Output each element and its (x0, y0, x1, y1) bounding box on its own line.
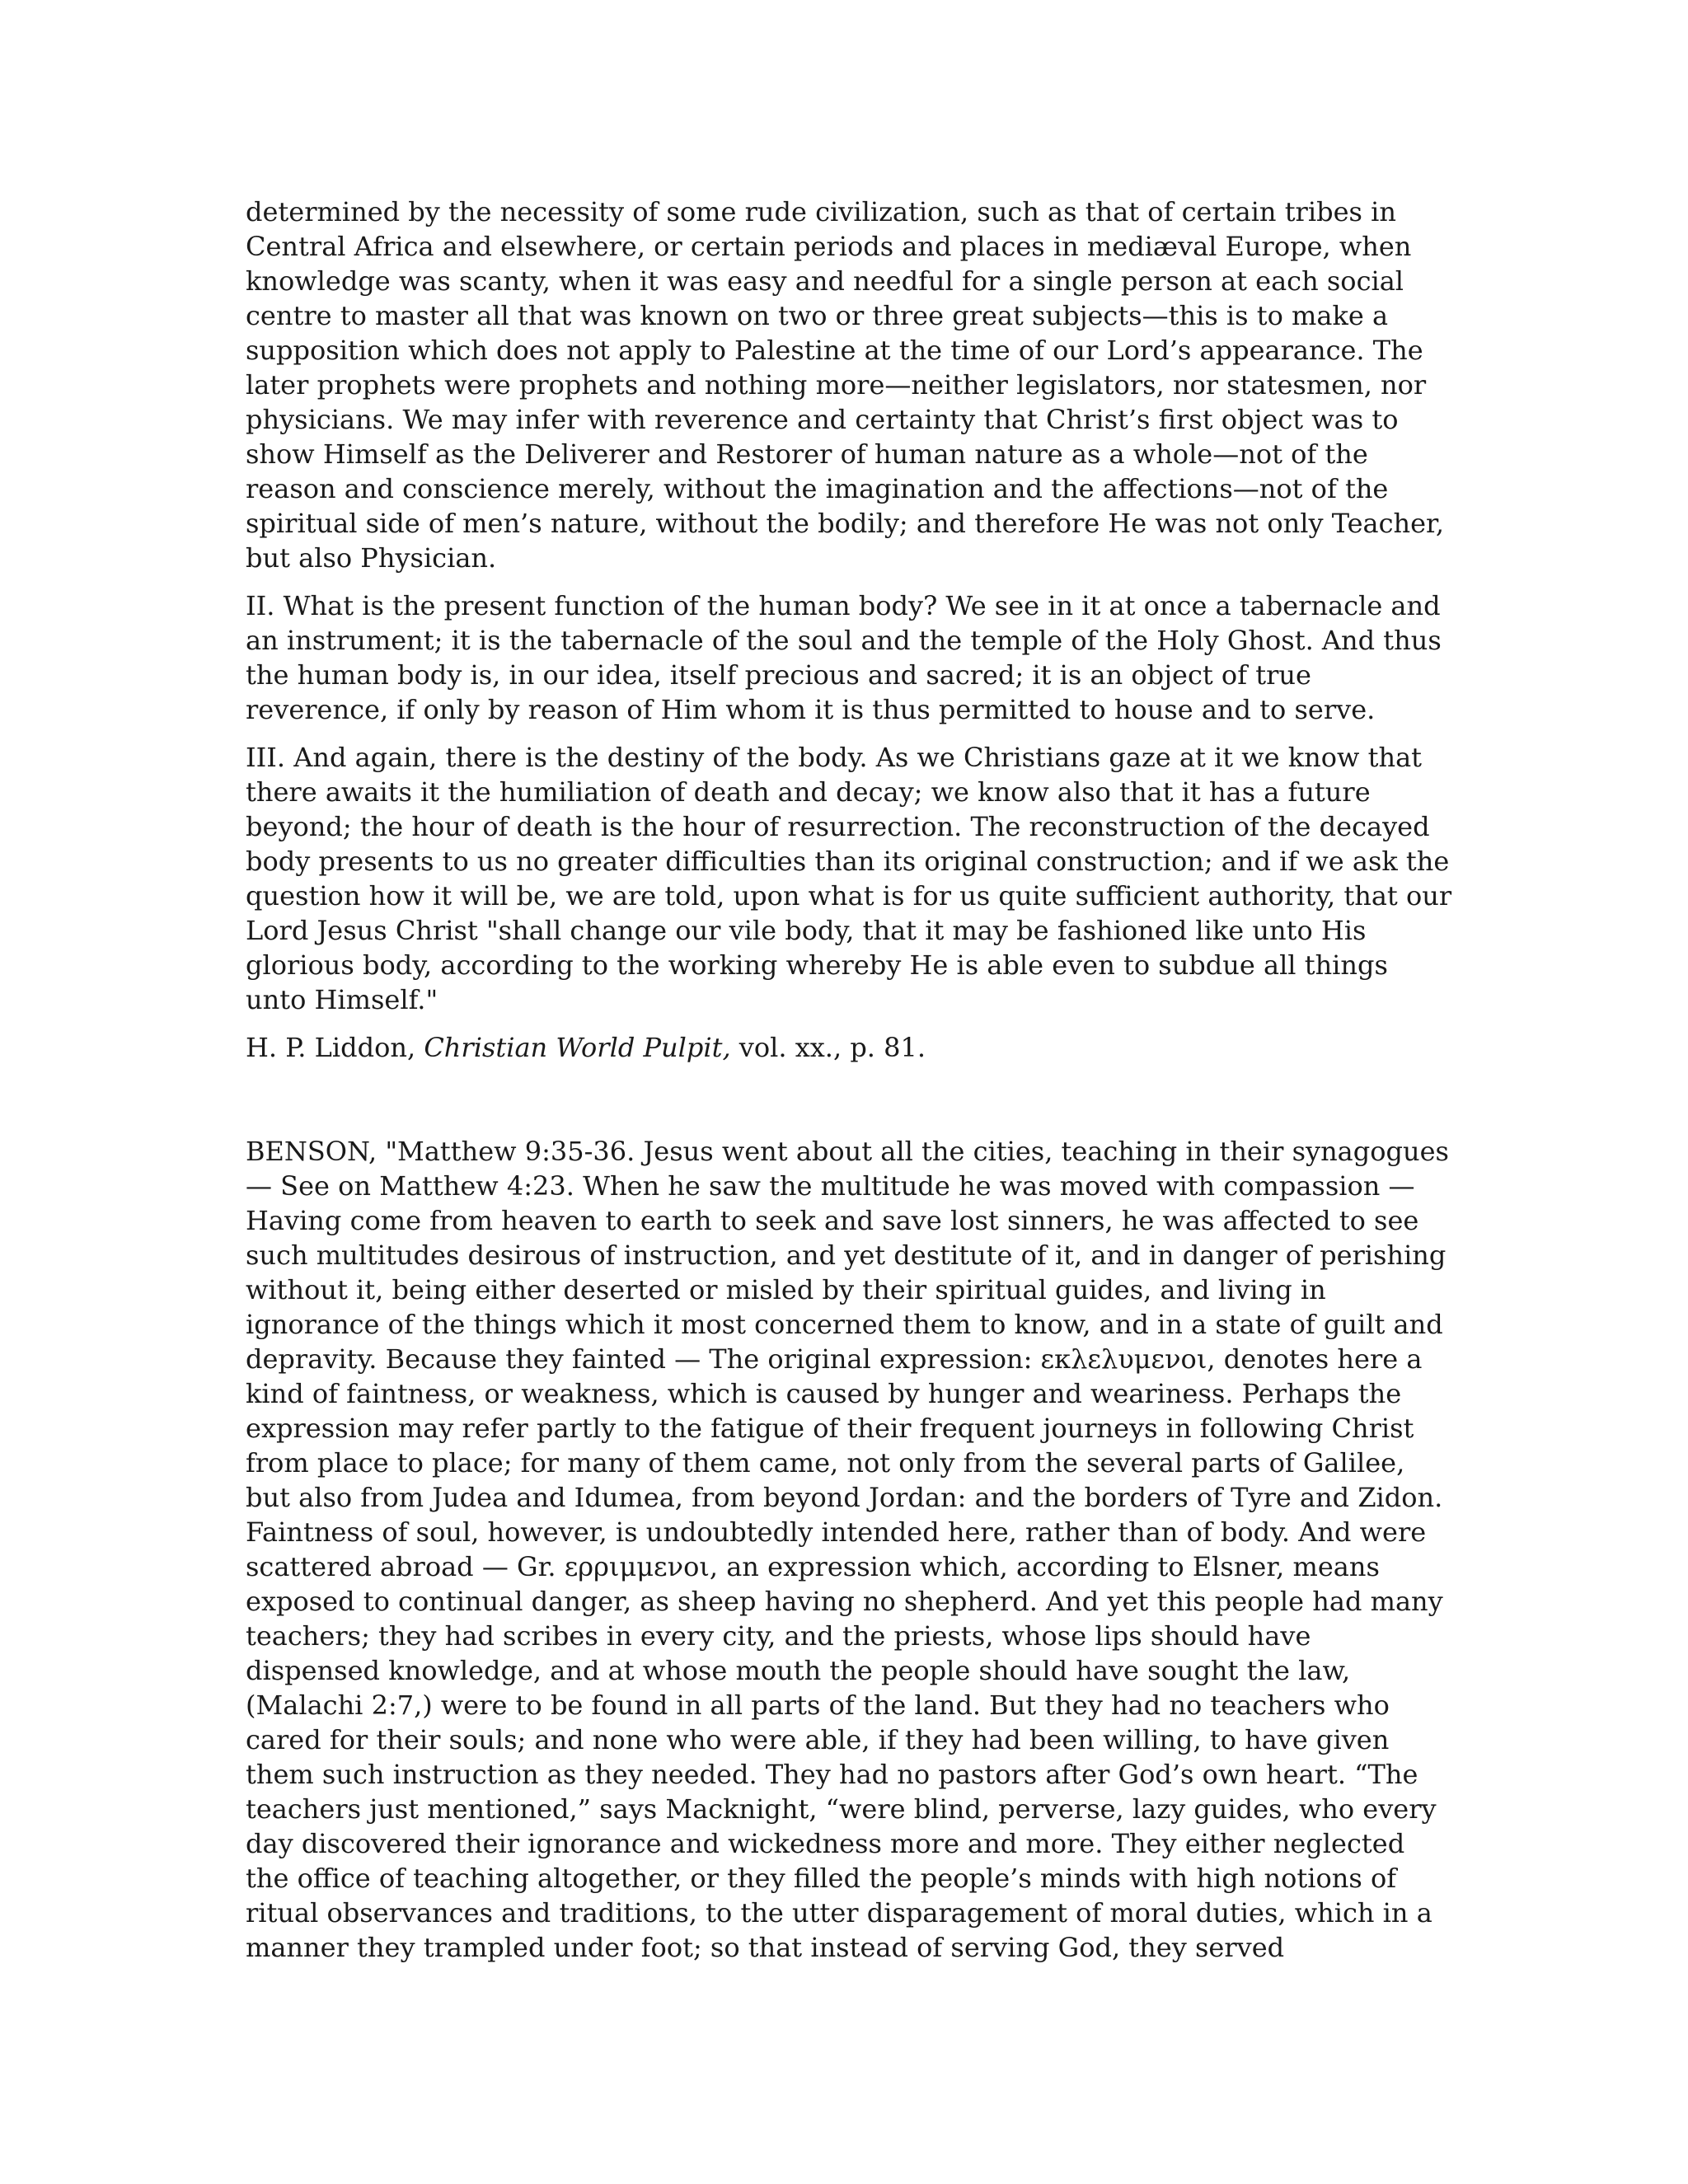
paragraph-destiny: III. And again, there is the destiny of the body. As we Christians gaze at it we know that there awaits it the humiliation of death and decay; we know also that it has a future beyond; the hour of death is the hour of resurrection. The reconstruction of the decayed body presents to us no greater difficulties than its original construction; and if we ask the question how it will be, we are told, upon what is for us quite sufficient authority, that our Lord Jesus Christ "shall change our vile body, that it may be fashioned like unto His glorious body, according to the working whereby He is able even to subdue all things unto Himself." (246, 742, 1452, 1015)
citation-author: H. P. Liddon, (246, 1032, 424, 1063)
document-page (246, 194, 1452, 1978)
paragraph-physician: determined by the necessity of some rude civilization, such as that of certain tribes in Central Africa and elsewhere, or certain periods and places in mediæval Europe, when knowledge was scanty, when it was easy and needful for a single person at each social centre to master all that was known on two or three great subjects—this is to make a supposition which does not apply to Palestine at the time of our Lord’s appearance. The later prophets were prophets and nothing more—neither legislators, nor statesmen, nor physicians. We may infer with reverence and certainty that Christ’s first object was to show Himself as the Deliverer and Restorer of human nature as a whole—not of the reason and conscience merely, without the imagination and the affections—not of the spiritual side of men’s nature, without the bodily; and therefore He was not only Teacher, but also Physician. (246, 196, 1444, 574)
section-gap (246, 1078, 1452, 1134)
citation-reference: vol. xx., p. 81. (730, 1032, 926, 1063)
citation-work: Christian World Pulpit, (424, 1032, 731, 1063)
paragraph-benson: BENSON, "Matthew 9:35-36. Jesus went about all the cities, teaching in their synagogues — See on Matthew 4:23. When he saw the multitude he was moved with compassion — Having come from heaven to earth to seek and save lost sinners, he was affected to see such multitudes desirous of instruction, and yet destitute of it, and in danger of perishing without it, being either deserted or misled by their spiritual guides, and living in ignorance of the things which it most concerned them to know, and in a state of guilt and depravity. Because they fainted — The original expression: εκλελυμενοι, denotes here a kind of faintness, or weakness, which is caused by hunger and weariness. Perhaps the expression may refer partly to the fatigue of their frequent journeys in following Christ from place to place; for many of them came, not only from the several parts of Galilee, but also from Judea and Idumea, from beyond Jordan: and the borders of Tyre and Zidon. Faintness of soul, however, is undoubtedly intended here, rather than of body. And were scattered abroad — Gr. ερριμμενοι, an expression which, according to Elsner, means exposed to continual danger, as sheep having no shepherd. And yet this people had many teachers; they had scribes in every city, and the priests, whose lips should have dispensed knowledge, and at whose mouth the people should have sought the law, (Malachi 2:7,) were to be found in all parts of the land. But they had no teachers who cared for their souls; and none who were able, if they had been willing, to have given them such instruction as they needed. They had no pastors after God’s own heart. “The teachers just mentioned,” says Macknight, “were blind, perverse, lazy guides, who every day discovered their ignorance and wickedness more and more. They either neglected the office of teaching altogether, or they filled the people’s minds with high notions of ritual observances and traditions, to the utter disparagement of moral duties, which in a manner they trampled under foot; so that instead of serving God, they served (246, 1136, 1449, 1963)
citation (246, 1030, 1452, 1065)
paragraph-present-function: II. What is the present function of the human body? We see in it at once a tabernacle and an instrument; it is the tabernacle of the soul and the temple of the Holy Ghost. And thus the human body is, in our idea, itself precious and sacred; it is an object of true reverence, if only by reason of Him whom it is thus permitted to house and to serve. (246, 590, 1442, 725)
